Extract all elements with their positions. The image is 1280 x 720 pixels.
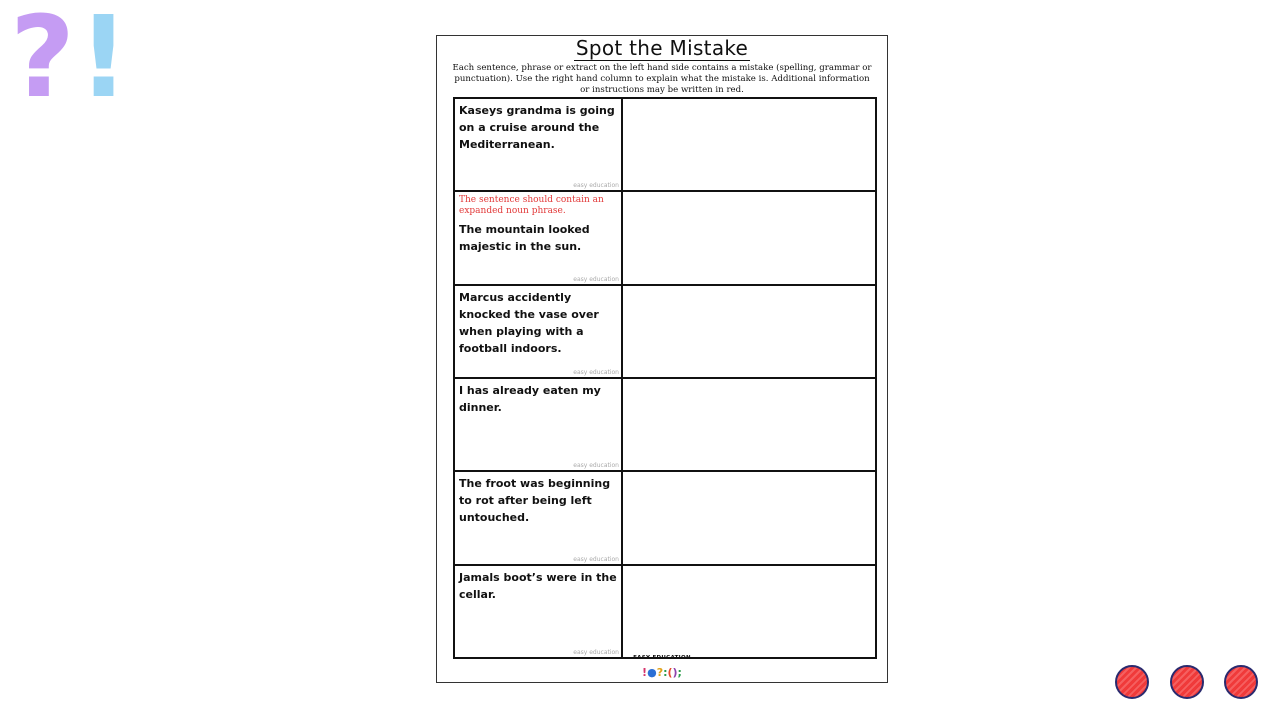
watermark: easy education bbox=[573, 368, 619, 376]
answer-cell[interactable] bbox=[623, 379, 875, 470]
sentence-text: The mountain looked majestic in the sun. bbox=[459, 223, 590, 254]
watermark: easy education bbox=[573, 275, 619, 283]
answer-cell[interactable] bbox=[623, 192, 875, 283]
watermark: easy education bbox=[573, 555, 619, 563]
nav-button-3[interactable] bbox=[1224, 665, 1258, 699]
sentence-cell bbox=[455, 379, 623, 470]
worksheet-title: Spot the Mistake bbox=[575, 36, 749, 60]
sentence-cell bbox=[455, 472, 623, 563]
nav-button-2[interactable] bbox=[1170, 665, 1204, 699]
table-row bbox=[455, 566, 875, 657]
table-row bbox=[455, 192, 875, 285]
answer-cell[interactable] bbox=[623, 99, 875, 190]
watermark: easy education bbox=[573, 462, 619, 470]
answer-cell[interactable] bbox=[623, 286, 875, 377]
nav-button-1[interactable] bbox=[1115, 665, 1149, 699]
worksheet-page bbox=[436, 35, 888, 683]
watermark: easy education bbox=[573, 182, 619, 190]
table-row bbox=[455, 379, 875, 472]
sentence-text: The froot was beginning to rot after being left untouched. bbox=[459, 477, 611, 525]
table-row bbox=[455, 99, 875, 192]
sentence-text: Marcus accidently knocked the vase over when playing with a football indoors. bbox=[459, 290, 599, 355]
table-row bbox=[455, 472, 875, 565]
logo-text: EASY EDUCATION bbox=[633, 655, 691, 661]
sentence-cell bbox=[455, 192, 623, 283]
sentence-cell bbox=[455, 566, 623, 657]
table-row bbox=[455, 286, 875, 379]
mistake-table bbox=[453, 97, 877, 659]
sentence-cell bbox=[455, 99, 623, 190]
answer-cell[interactable] bbox=[623, 566, 875, 657]
exclamation-mark-decoration: ! bbox=[78, 0, 130, 123]
answer-cell[interactable] bbox=[623, 472, 875, 563]
logo-icon: !●?:(); bbox=[642, 666, 682, 679]
instruction-note: The sentence should contain an expanded noun phrase. bbox=[459, 195, 604, 217]
question-mark-decoration: ? bbox=[10, 0, 75, 123]
sentence-cell bbox=[455, 286, 623, 377]
easy-education-logo bbox=[437, 655, 887, 680]
watermark: easy education bbox=[573, 648, 619, 656]
worksheet-instructions: Each sentence, phrase or extract on the left hand side contains a mistake (spelling, grammar or punctuation). Use the right hand column to explain what the mistake is. Additional information or instructions may be written in red. bbox=[452, 63, 872, 95]
sentence-text: Kaseys grandma is going on a cruise around the Mediterranean. bbox=[459, 104, 615, 151]
sentence-text: Jamals boot’s were in the cellar. bbox=[459, 570, 617, 601]
sentence-text: I has already eaten my dinner. bbox=[459, 383, 601, 414]
